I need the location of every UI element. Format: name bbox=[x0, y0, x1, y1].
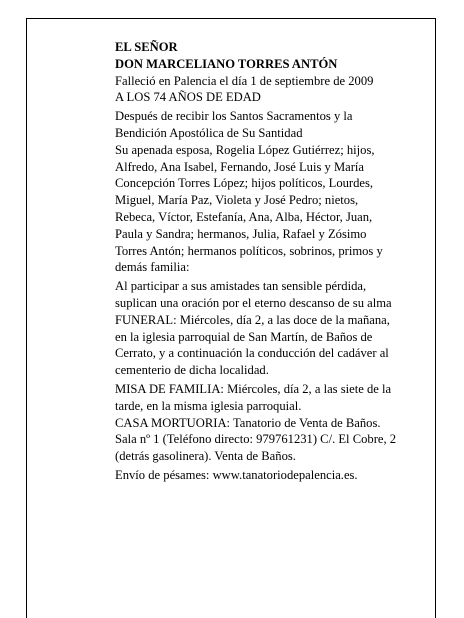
family-line: Rebeca, Víctor, Estefanía, Ana, Alba, Héctor, Juan, bbox=[115, 209, 373, 224]
family-line: Su apenada esposa, Rogelia López Gutiérrez; hijos, bbox=[115, 142, 375, 157]
family-mass-line: tarde, en la misma iglesia parroquial. bbox=[115, 398, 302, 413]
family-paragraph bbox=[115, 142, 415, 276]
death-line: Falleció en Palencia el día 1 de septiembre de 2009 bbox=[115, 73, 374, 88]
request-line: suplican una oración por el eterno descanso de su alma bbox=[115, 295, 392, 310]
family-line: Concepción Torres López; hijos políticos, Lourdes, bbox=[115, 176, 374, 191]
funeral-home-line: Sala nº 1 (Teléfono directo: 979761231) C/. El Cobre, 2 bbox=[115, 432, 397, 447]
sacraments-line: Después de recibir los Santos Sacramentos y la bbox=[115, 109, 353, 124]
family-line: Miguel, María Paz, Violeta y José Pedro; nietos, bbox=[115, 193, 359, 208]
sacraments-line: Bendición Apostólica de Su Santidad bbox=[115, 125, 303, 140]
family-mass-paragraph bbox=[115, 381, 415, 415]
request-paragraph bbox=[115, 278, 415, 312]
obituary-notice bbox=[115, 39, 415, 484]
funeral-home-line: CASA MORTUORIA: Tanatorio de Venta de Baños. bbox=[115, 415, 381, 430]
request-line: Al participar a sus amistades tan sensible pérdida, bbox=[115, 279, 367, 294]
notice-title-line1: EL SEÑOR bbox=[115, 40, 178, 54]
family-line: Alfredo, Ana Isabel, Fernando, José Luis y María bbox=[115, 159, 365, 174]
funeral-paragraph bbox=[115, 312, 415, 379]
family-mass-line: MISA DE FAMILIA: Miércoles, día 2, a las siete de la bbox=[115, 381, 392, 396]
family-line: Paula y Sandra; hermanos, Julia, Rafael y Zósimo bbox=[115, 226, 367, 241]
funeral-line: en la iglesia parroquial de San Martín, de Baños de bbox=[115, 329, 373, 344]
funeral-line: FUNERAL: Miércoles, día 2, a las doce de la mañana, bbox=[115, 312, 390, 327]
funeral-home-line: (detrás gasolinera). Venta de Baños. bbox=[115, 449, 296, 464]
notice-title-name: DON MARCELIANO TORRES ANTÓN bbox=[115, 56, 338, 71]
family-line: Torres Antón; hermanos políticos, sobrinos, primos y bbox=[115, 243, 383, 258]
age-line: A LOS 74 AÑOS DE EDAD bbox=[115, 90, 261, 105]
sacraments-paragraph bbox=[115, 108, 415, 142]
funeral-line: Cerrato, y a continuación la conducción del cadáver al bbox=[115, 346, 389, 361]
condolences-line: Envío de pésames: www.tanatoriodepalencia.es. bbox=[115, 467, 358, 482]
funeral-line: cementerio de dicha localidad. bbox=[115, 363, 269, 378]
family-line: demás familia: bbox=[115, 260, 190, 275]
funeral-home-paragraph bbox=[115, 415, 415, 465]
